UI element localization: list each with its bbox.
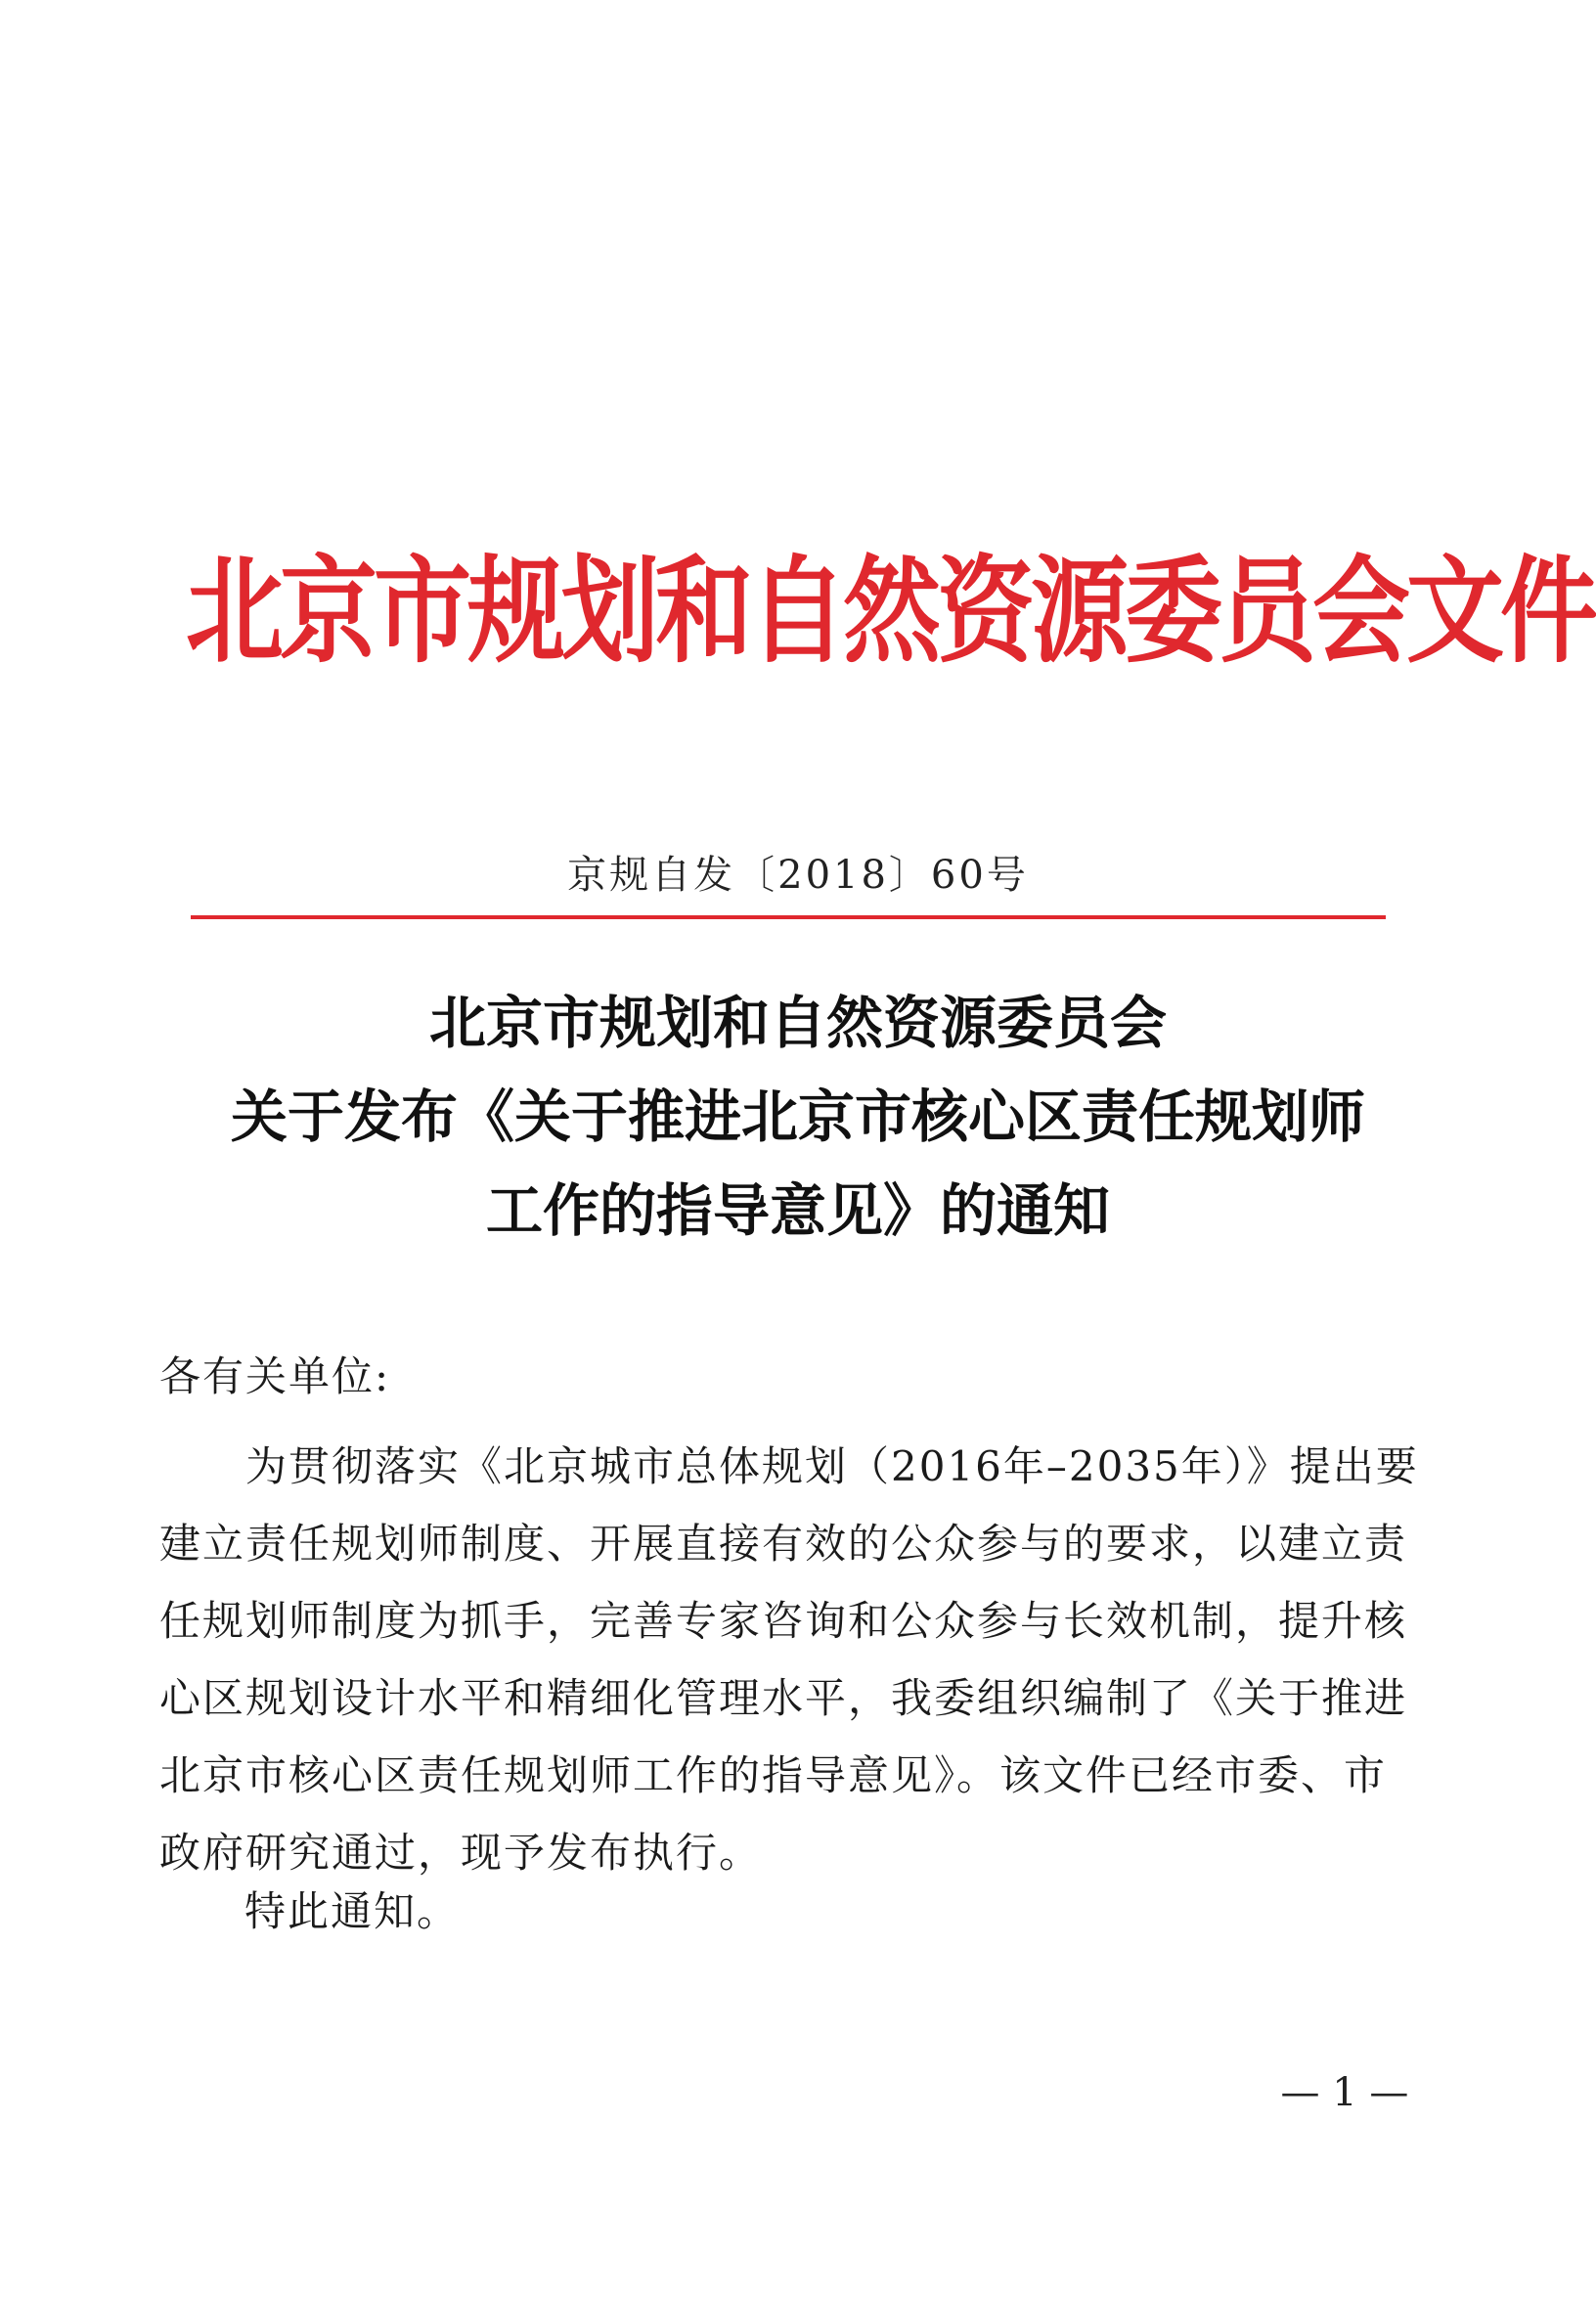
red-divider-line (191, 915, 1386, 919)
page-number: — 1 — (1280, 2070, 1409, 2115)
closing-remark: 特此通知。 (244, 1887, 461, 1935)
notice-title (147, 976, 1449, 1258)
title-line-2: 关于发布《关于推进北京市核心区责任规划师 (230, 1084, 1365, 1150)
salutation: 各有关单位: (159, 1352, 391, 1400)
body-line-2: 建立责任规划师制度、开展直接有效的公众参与的要求，以建立责 (159, 1520, 1408, 1568)
body-line-4: 心区规划设计水平和精细化管理水平，我委组织编制了《关于推进 (159, 1674, 1408, 1722)
title-line-1: 北京市规划和自然资源委员会 (428, 990, 1167, 1056)
document-number: 京规自发〔2018〕60号 (567, 853, 1029, 898)
body-line-6: 政府研究通过，现予发布执行。 (159, 1829, 763, 1877)
body-paragraph (159, 1428, 1419, 1891)
body-line-1: 为贯彻落实《北京城市总体规划（2016年–2035年）》提出要 (159, 1442, 1419, 1490)
title-line-3: 工作的指导意见》的通知 (485, 1177, 1110, 1244)
body-line-3: 任规划师制度为抓手，完善专家咨询和公众参与长效机制，提升核 (159, 1597, 1408, 1645)
body-line-5: 北京市核心区责任规划师工作的指导意见》。该文件已经市委、市 (159, 1751, 1388, 1799)
masthead-title: 北京市规划和自然资源委员会文件 (186, 544, 1594, 680)
